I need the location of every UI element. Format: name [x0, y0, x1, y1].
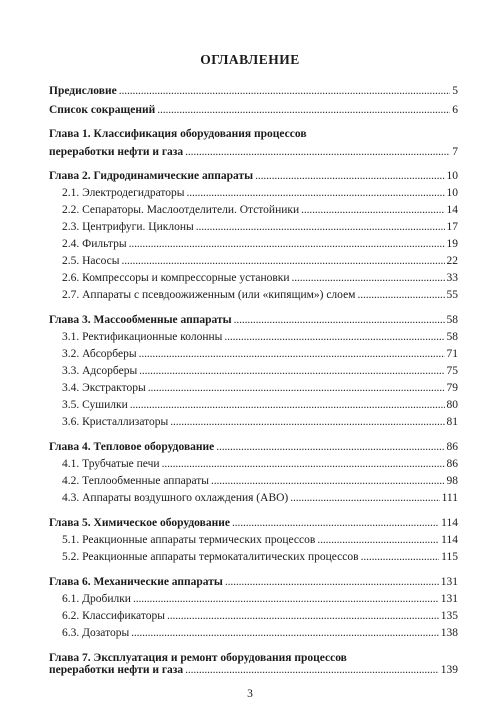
dot-leader [157, 103, 450, 118]
toc-entry-2-7[interactable] [0, 288, 500, 303]
dot-leader [232, 516, 439, 531]
toc-page: 75 [446, 365, 458, 377]
toc-entry-2-1[interactable] [0, 186, 500, 201]
toc-label: 6.3. Дозаторы [62, 627, 130, 639]
toc-label: Список сокращений [49, 104, 156, 116]
page-number: 3 [247, 688, 253, 700]
dot-leader [122, 254, 445, 269]
toc-entry-5-1[interactable] [0, 533, 500, 548]
toc-label: переработки нефти и газа [49, 664, 184, 676]
toc-page: 135 [440, 610, 458, 622]
toc-entry-3-1[interactable] [0, 330, 500, 345]
toc-entry-2-2[interactable] [0, 203, 500, 218]
toc-label: Предисловие [49, 85, 117, 97]
toc-entry-chapter-4[interactable] [0, 440, 500, 455]
dot-leader [167, 609, 439, 624]
toc-entry-2-4[interactable] [0, 237, 500, 252]
toc-entry-6-1[interactable] [0, 592, 500, 607]
toc-label: 4.3. Аппараты воздушного охлаждения (АВО) [62, 492, 289, 504]
toc-chapter-1-line1[interactable]: Глава 1. Классификация оборудования процессов [49, 128, 307, 140]
toc-entry-5-2[interactable] [0, 550, 500, 565]
toc-page: 80 [446, 399, 458, 411]
toc-label: 6.2. Классификаторы [62, 610, 165, 622]
toc-entry-preface[interactable] [0, 84, 500, 99]
dot-leader [170, 415, 444, 430]
toc-label: 3.6. Кристаллизаторы [62, 416, 169, 428]
toc-page: 5 [452, 85, 458, 97]
toc-page: 86 [446, 458, 458, 470]
toc-page: 19 [446, 238, 458, 250]
dot-leader [255, 169, 444, 184]
page-title: ОГЛАВЛЕНИЕ [200, 52, 300, 67]
toc-label: Глава 2. Гидродинамические аппараты [49, 170, 254, 182]
dot-leader [129, 237, 445, 252]
toc-entry-abbreviations[interactable] [0, 103, 500, 118]
toc-page: 71 [446, 348, 458, 360]
toc-page: 6 [452, 104, 458, 116]
toc-page: 10 [446, 187, 458, 199]
toc-page: 14 [446, 204, 458, 216]
dot-leader [225, 575, 439, 590]
toc-entry-chapter-5[interactable] [0, 516, 500, 531]
toc-label: 4.2. Теплообменные аппараты [62, 475, 210, 487]
dot-leader [119, 84, 451, 99]
dot-leader [211, 474, 444, 489]
toc-page: 131 [440, 593, 458, 605]
dot-leader [301, 203, 444, 218]
toc-entry-chapter-3[interactable] [0, 313, 500, 328]
toc-entry-3-6[interactable] [0, 415, 500, 430]
toc-entry-4-1[interactable] [0, 457, 500, 472]
toc-page: 7 [452, 146, 458, 158]
toc-entry-2-6[interactable] [0, 271, 500, 286]
toc-label: 2.6. Компрессоры и компрессорные установки [62, 272, 290, 284]
toc-label: Глава 4. Тепловое оборудование [49, 441, 215, 453]
dot-leader [185, 145, 450, 160]
dot-leader [292, 271, 445, 286]
toc-label: 3.3. Адсорберы [62, 365, 138, 377]
toc-label: 4.1. Трубчатые печи [62, 458, 160, 470]
toc-label: Глава 3. Массообменные аппараты [49, 314, 232, 326]
toc-entry-chapter-1[interactable] [0, 145, 500, 160]
toc-page: 17 [446, 221, 458, 233]
toc-entry-4-2[interactable] [0, 474, 500, 489]
dot-leader [131, 626, 439, 641]
toc-page: 58 [446, 314, 458, 326]
dot-leader [224, 330, 444, 345]
toc-label: 5.1. Реакционные аппараты термических процессов [62, 534, 316, 546]
toc-page: 55 [446, 289, 458, 301]
toc-label: 5.2. Реакционные аппараты термокаталитических процессов [62, 551, 359, 563]
toc-page: 138 [440, 627, 458, 639]
toc-entry-2-5[interactable] [0, 254, 500, 269]
dot-leader [187, 186, 445, 201]
toc-label: 2.3. Центрифуги. Циклоны [62, 221, 194, 233]
toc-entry-2-3[interactable] [0, 220, 500, 235]
dot-leader [148, 381, 445, 396]
toc-page: 33 [446, 272, 458, 284]
toc-entry-chapter-6[interactable] [0, 575, 500, 590]
toc-label: Глава 5. Химическое оборудование [49, 517, 230, 529]
toc-chapter-7-line1[interactable]: Глава 7. Эксплуатация и ремонт оборудования процессов [49, 652, 347, 664]
toc-label: переработки нефти и газа [49, 146, 184, 158]
toc-label: 3.4. Экстракторы [62, 382, 146, 394]
toc-page: 79 [446, 382, 458, 394]
toc-entry-4-3[interactable] [0, 491, 500, 506]
dot-leader [361, 550, 440, 565]
toc-page: 22 [446, 255, 458, 267]
dot-leader [162, 457, 445, 472]
toc-entry-6-3[interactable] [0, 626, 500, 641]
toc-label: 2.2. Сепараторы. Маслоотделители. Отстойники [62, 204, 300, 216]
toc-page: 139 [440, 664, 458, 676]
dot-leader [139, 347, 445, 362]
toc-entry-chapter-2[interactable] [0, 169, 500, 184]
toc-label: Глава 6. Механические аппараты [49, 576, 223, 588]
toc-entry-3-5[interactable] [0, 398, 500, 413]
toc-label: 2.1. Электродегидраторы [62, 187, 185, 199]
toc-page: 115 [441, 551, 458, 563]
dot-leader [290, 491, 439, 506]
dot-leader [357, 288, 444, 303]
toc-entry-3-2[interactable] [0, 347, 500, 362]
toc-page: 86 [446, 441, 458, 453]
dot-leader [234, 313, 445, 328]
dot-leader [216, 440, 444, 455]
toc-label: 6.1. Дробилки [62, 593, 131, 605]
toc-page: 114 [441, 517, 458, 529]
toc-entry-chapter-7[interactable] [0, 663, 500, 678]
toc-entry-6-2[interactable] [0, 609, 500, 624]
toc-page: 98 [446, 475, 458, 487]
dot-leader [185, 663, 439, 678]
toc-page: 111 [441, 492, 458, 504]
toc-entry-3-3[interactable] [0, 364, 500, 379]
toc-page: 131 [440, 576, 458, 588]
dot-leader [196, 220, 445, 235]
toc-entry-3-4[interactable] [0, 381, 500, 396]
toc-label: 2.4. Фильтры [62, 238, 127, 250]
toc-page: 10 [446, 170, 458, 182]
toc-label: 2.5. Насосы [62, 255, 120, 267]
dot-leader [139, 364, 444, 379]
toc-label: 2.7. Аппараты с псевдоожиженным (или «кипящим») слоем [62, 289, 356, 301]
toc-label: 3.1. Ректификационные колонны [62, 331, 223, 343]
toc-page: 114 [441, 534, 458, 546]
dot-leader [130, 398, 445, 413]
toc-label: 3.5. Сушилки [62, 399, 128, 411]
toc-page: 81 [446, 416, 458, 428]
toc-page: 58 [446, 331, 458, 343]
toc-label: 3.2. Абсорберы [62, 348, 137, 360]
dot-leader [133, 592, 439, 607]
dot-leader [317, 533, 439, 548]
